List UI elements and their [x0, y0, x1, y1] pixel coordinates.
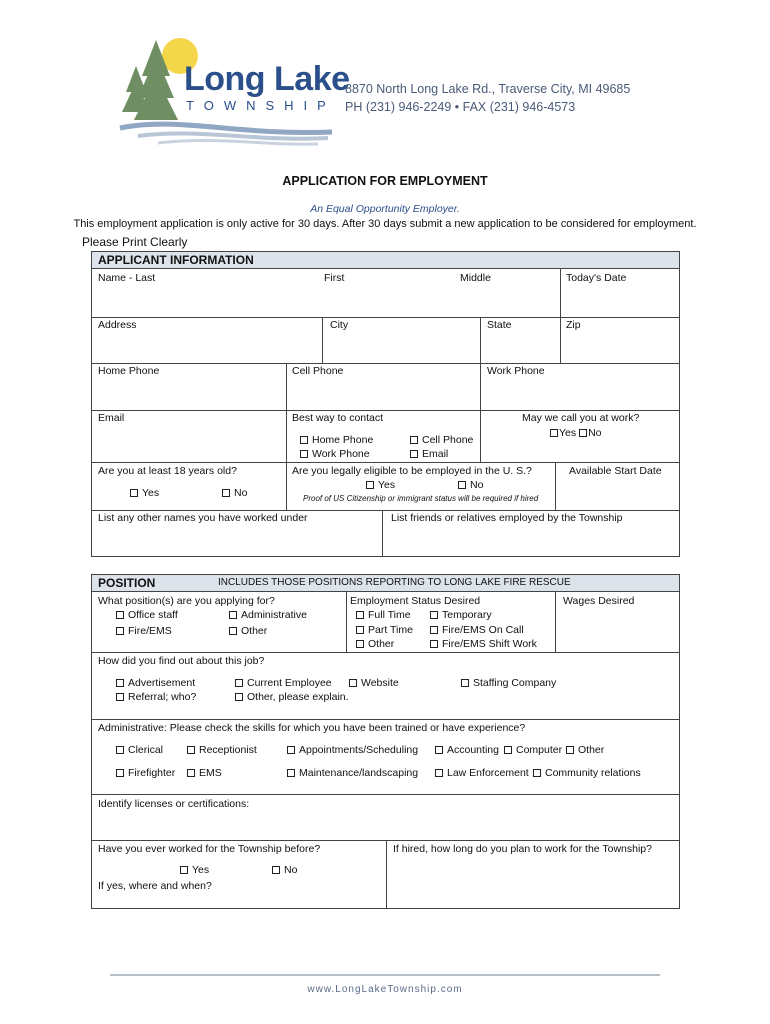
ems-option[interactable]: EMS: [187, 767, 222, 779]
applicant-heading: APPLICANT INFORMATION: [92, 252, 679, 269]
name-first-label: First: [324, 272, 345, 284]
checkbox-icon: [458, 481, 466, 489]
legal-yes-option[interactable]: Yes: [366, 479, 395, 491]
referral-option[interactable]: Referral; who?: [116, 691, 196, 703]
friends-field[interactable]: [383, 526, 679, 556]
eoe-statement: An Equal Opportunity Employer.: [310, 203, 460, 215]
computer-option[interactable]: Computer: [504, 744, 562, 756]
checkbox-icon: [235, 679, 243, 687]
name-middle-label: Middle: [460, 272, 491, 284]
law-enforcement-option[interactable]: Law Enforcement: [435, 767, 529, 779]
best-way-label: Best way to contact: [292, 412, 384, 424]
email-label: Email: [98, 412, 125, 424]
other-names-label: List any other names you have worked under: [98, 512, 308, 524]
friends-label: List friends or relatives employed by the Township: [391, 512, 623, 524]
wages-field[interactable]: [556, 609, 679, 651]
contact-email-option[interactable]: Email: [410, 448, 448, 460]
township-contact: [345, 80, 630, 116]
checkbox-icon: [187, 769, 195, 777]
checkbox-icon: [410, 450, 418, 458]
position-other-option[interactable]: Other: [229, 625, 267, 637]
checkbox-icon: [180, 866, 188, 874]
checkbox-icon: [300, 436, 308, 444]
address-field[interactable]: [92, 333, 321, 362]
how-long-field[interactable]: [387, 858, 679, 908]
checkbox-icon: [229, 627, 237, 635]
checkbox-icon: [566, 746, 574, 754]
contact-cell-phone-option[interactable]: Cell Phone: [410, 434, 473, 446]
legal-no-option[interactable]: No: [458, 479, 483, 491]
legal-note: Proof of US Citizenship or immigrant status will be required if hired: [303, 494, 539, 503]
checkbox-icon: [533, 769, 541, 777]
wages-label: Wages Desired: [563, 595, 635, 607]
firefighter-option[interactable]: Firefighter: [116, 767, 175, 779]
page-title: APPLICATION FOR EMPLOYMENT: [282, 174, 488, 188]
state-field[interactable]: [481, 333, 559, 362]
checkbox-icon: [235, 693, 243, 701]
receptionist-option[interactable]: Receptionist: [187, 744, 257, 756]
checkbox-icon: [410, 436, 418, 444]
other-explain-option[interactable]: Other, please explain.: [235, 691, 349, 703]
worked-before-yes[interactable]: Yes: [180, 864, 209, 876]
clerical-option[interactable]: Clerical: [116, 744, 163, 756]
how-long-label: If hired, how long do you plan to work for the Township?: [393, 843, 652, 855]
zip-field[interactable]: [561, 333, 679, 362]
logo-name: Long Lake: [184, 60, 350, 98]
validity-note: This employment application is only active for 30 days. After 30 days submit a new application to be considered for employment.: [73, 218, 697, 230]
part-time-option[interactable]: Part Time: [356, 624, 413, 636]
checkbox-icon: [116, 746, 124, 754]
age-question: Are you at least 18 years old?: [98, 465, 237, 477]
staffing-option[interactable]: Staffing Company: [461, 677, 556, 689]
contact-work-phone-option[interactable]: Work Phone: [300, 448, 370, 460]
call-at-work-options: [550, 427, 602, 439]
licenses-label: Identify licenses or certifications:: [98, 798, 250, 810]
checkbox-icon: [116, 769, 124, 777]
logo-subtitle: TOWNSHIP: [186, 98, 336, 113]
checkbox-icon: [461, 679, 469, 687]
admin-skills-label: Administrative: Please check the skills for which you have been trained or have experience?: [98, 722, 526, 734]
contact-home-phone-option[interactable]: Home Phone: [300, 434, 373, 446]
checkbox-icon: [430, 626, 438, 634]
skill-other-option[interactable]: Other: [566, 744, 604, 756]
checkbox-icon: [116, 679, 124, 687]
checkbox-icon: [430, 611, 438, 619]
worked-before-label: Have you ever worked for the Township before?: [98, 843, 321, 855]
checkbox-icon: [272, 866, 280, 874]
start-date-label: Available Start Date: [569, 465, 662, 477]
worked-before-no[interactable]: No: [272, 864, 297, 876]
age-no-option[interactable]: No: [222, 487, 247, 499]
township-address: 8870 North Long Lake Rd., Traverse City, MI 49685: [345, 82, 631, 96]
home-phone-field[interactable]: [92, 379, 285, 409]
start-date-field[interactable]: [556, 479, 679, 509]
administrative-option[interactable]: Administrative: [229, 609, 307, 621]
current-employee-option[interactable]: Current Employee: [235, 677, 332, 689]
fire-on-call-option[interactable]: Fire/EMS On Call: [430, 624, 524, 636]
call-at-work-no[interactable]: No: [579, 427, 601, 439]
checkbox-icon: [229, 611, 237, 619]
state-label: State: [487, 319, 512, 331]
checkbox-icon: [287, 769, 295, 777]
checkbox-icon: [287, 746, 295, 754]
checkbox-icon: [504, 746, 512, 754]
fire-ems-option[interactable]: Fire/EMS: [116, 625, 172, 637]
todays-date-field[interactable]: [561, 286, 679, 316]
community-option[interactable]: Community relations: [533, 767, 641, 779]
work-phone-label: Work Phone: [487, 365, 545, 377]
website-option[interactable]: Website: [349, 677, 399, 689]
township-phone-fax: PH (231) 946-2249 • FAX (231) 946-4573: [345, 100, 576, 114]
checkbox-icon: [435, 769, 443, 777]
temporary-option[interactable]: Temporary: [430, 609, 492, 621]
checkbox-icon: [130, 489, 138, 497]
checkbox-icon: [116, 627, 124, 635]
home-phone-label: Home Phone: [98, 365, 160, 377]
todays-date-label: Today's Date: [566, 272, 627, 284]
checkbox-icon: [300, 450, 308, 458]
footer-website[interactable]: www.LongLakeTownship.com: [307, 984, 463, 995]
city-field[interactable]: [323, 333, 479, 362]
accounting-option[interactable]: Accounting: [435, 744, 499, 756]
call-at-work-yes[interactable]: Yes: [550, 427, 576, 439]
appointments-option[interactable]: Appointments/Scheduling: [287, 744, 418, 756]
status-desired-label: Employment Status Desired: [350, 595, 481, 607]
email-field[interactable]: [92, 426, 285, 461]
checkbox-icon: [116, 611, 124, 619]
print-clearly: Please Print Clearly: [82, 235, 188, 249]
maintenance-option[interactable]: Maintenance/landscaping: [287, 767, 418, 779]
checkbox-icon: [579, 429, 587, 437]
address-label: Address: [98, 319, 137, 331]
name-last-label: Name - Last: [98, 272, 156, 284]
checkbox-icon: [356, 626, 364, 634]
full-time-option[interactable]: Full Time: [356, 609, 411, 621]
checkbox-icon: [550, 429, 558, 437]
applying-for-label: What position(s) are you applying for?: [98, 595, 275, 607]
cell-phone-field[interactable]: [287, 379, 479, 409]
status-other-option[interactable]: Other: [356, 638, 394, 650]
advertisement-option[interactable]: Advertisement: [116, 677, 195, 689]
checkbox-icon: [356, 611, 364, 619]
other-names-field[interactable]: [92, 526, 381, 556]
shift-work-option[interactable]: Fire/EMS Shift Work: [430, 638, 537, 650]
work-phone-field[interactable]: [481, 379, 679, 409]
cell-phone-label: Cell Phone: [292, 365, 344, 377]
position-includes-note: INCLUDES THOSE POSITIONS REPORTING TO LONG LAKE FIRE RESCUE: [218, 577, 571, 588]
find-out-label: How did you find out about this job?: [98, 655, 265, 667]
position-heading: POSITION: [98, 576, 156, 590]
checkbox-icon: [430, 640, 438, 648]
name-field[interactable]: [92, 286, 559, 316]
age-yes-option[interactable]: Yes: [130, 487, 159, 499]
legal-question: Are you legally eligible to be employed in the U. S.?: [292, 465, 532, 477]
footer-divider: [110, 974, 660, 976]
checkbox-icon: [116, 693, 124, 701]
checkbox-icon: [356, 640, 364, 648]
city-label: City: [330, 319, 349, 331]
office-staff-option[interactable]: Office staff: [116, 609, 178, 621]
checkbox-icon: [187, 746, 195, 754]
licenses-field[interactable]: [92, 812, 679, 839]
zip-label: Zip: [566, 319, 581, 331]
where-when-label: If yes, where and when?: [98, 880, 212, 892]
checkbox-icon: [366, 481, 374, 489]
checkbox-icon: [349, 679, 357, 687]
checkbox-icon: [222, 489, 230, 497]
checkbox-icon: [435, 746, 443, 754]
call-at-work-label: May we call you at work?: [522, 412, 640, 424]
